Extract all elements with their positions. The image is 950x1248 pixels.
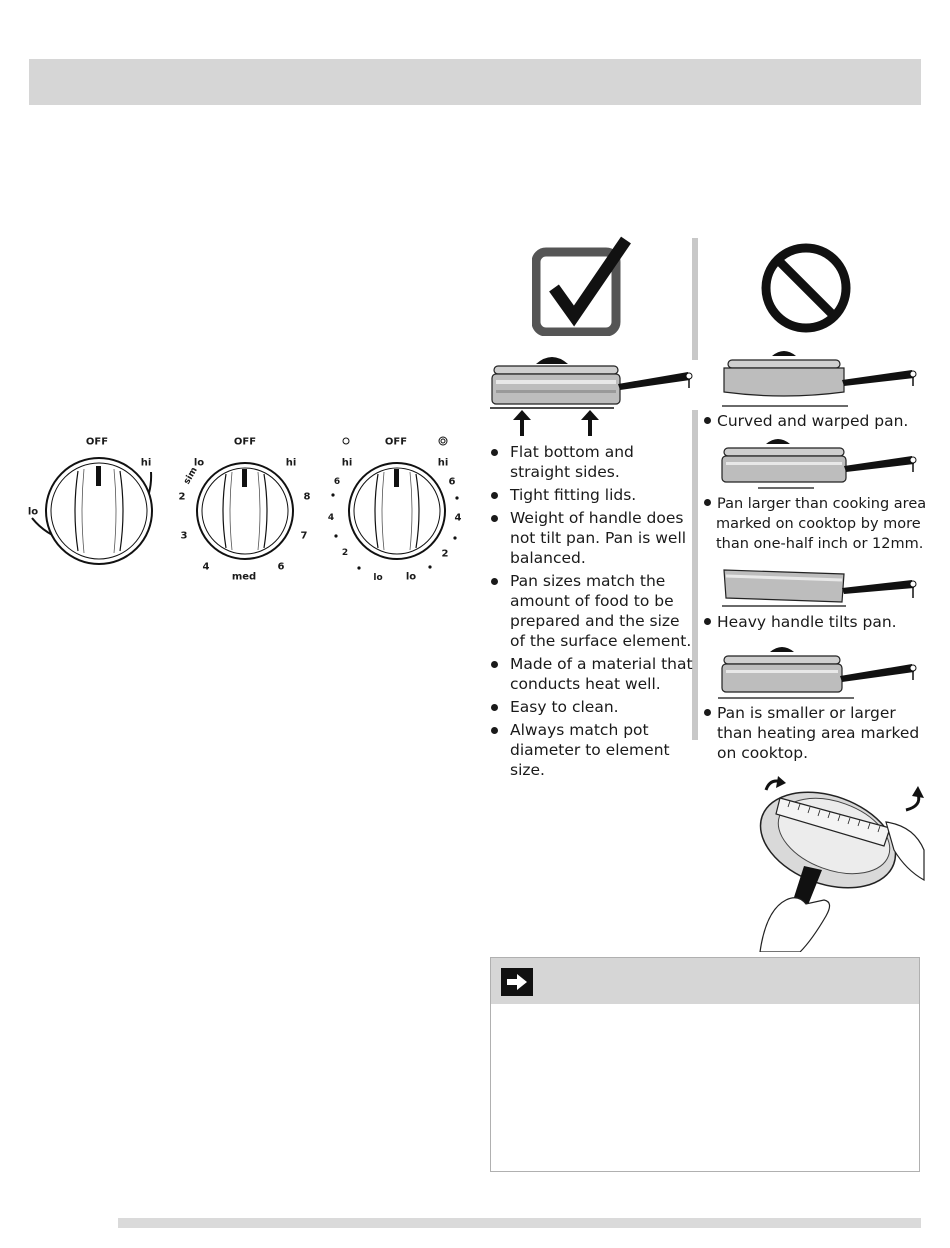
note-header: [491, 958, 919, 1004]
knob-label-6-left: 6: [333, 477, 341, 487]
knob-label-4-left: 4: [327, 513, 335, 523]
knob-label-med: med: [231, 571, 257, 583]
knob-label-hi-right: hi: [437, 457, 449, 469]
knob-label-lo: lo: [27, 506, 39, 518]
checkmark-icon: [532, 236, 632, 336]
mismatched-pan-illustration: [718, 644, 928, 702]
good-cookware-list: [486, 442, 696, 783]
knob-label-off: OFF: [85, 436, 109, 448]
knob-label-7: 7: [300, 530, 308, 542]
control-knob-1: [20, 430, 180, 590]
bad-caption-4: Pan is smaller or larger than heating area marked on cooktop.: [704, 703, 927, 763]
control-knob-2: [172, 430, 322, 590]
list-item: Tight fitting lids.: [486, 485, 696, 505]
column-divider-top: [692, 238, 698, 360]
knob-label-hi: hi: [140, 457, 152, 469]
prohibition-icon: [760, 242, 852, 334]
header-bar: [29, 59, 921, 105]
bad-caption-3: Heavy handle tilts pan.: [704, 612, 926, 632]
list-item: Pan sizes match the amount of food to be prepared and the size of the surface element.: [486, 571, 696, 651]
knob-label-8: 8: [303, 491, 311, 503]
knob-label-off: OFF: [233, 436, 257, 448]
note-box: [490, 957, 920, 1172]
knob-label-4-right: 4: [454, 512, 462, 524]
knob-label-6-right: 6: [448, 476, 456, 488]
pan-measurement-illustration: [746, 770, 928, 952]
knob-label-6: 6: [277, 561, 285, 573]
knob-label-2-left: 2: [341, 548, 349, 558]
list-item: Weight of handle does not tilt pan. Pan is well balanced.: [486, 508, 696, 568]
footer-bar: [118, 1218, 921, 1228]
bad-caption-1: Curved and warped pan.: [704, 411, 926, 431]
knob-label-sim: sim: [182, 465, 200, 487]
oversized-pan-illustration: [718, 436, 928, 496]
knob-label-4: 4: [202, 561, 210, 573]
knob-label-3: 3: [180, 530, 188, 542]
warped-pan-illustration: [718, 350, 928, 410]
knob-label-2-right: 2: [441, 548, 449, 560]
list-item: Flat bottom and straight sides.: [486, 442, 696, 482]
knob-label-off: OFF: [384, 436, 408, 448]
list-item: Made of a material that conducts heat well.: [486, 654, 696, 694]
control-knob-3: [322, 430, 472, 590]
knob-label-lo-left: lo: [373, 573, 383, 583]
knob-label-lo: lo: [193, 457, 205, 469]
knob-label-2: 2: [178, 491, 186, 503]
knob-label-lo-right: lo: [405, 571, 417, 583]
knob-label-hi: hi: [285, 457, 297, 469]
knob-label-hi-left: hi: [341, 457, 353, 469]
arrow-right-icon: [501, 968, 533, 996]
list-item: Easy to clean.: [486, 697, 696, 717]
tilted-pan-illustration: [718, 562, 928, 614]
bad-caption-2: Pan larger than cooking area marked on cooktop by more than one-half inch or 12mm.: [704, 494, 938, 554]
good-pan-illustration: [486, 350, 696, 440]
list-item: Always match pot diameter to element size.: [486, 720, 696, 780]
